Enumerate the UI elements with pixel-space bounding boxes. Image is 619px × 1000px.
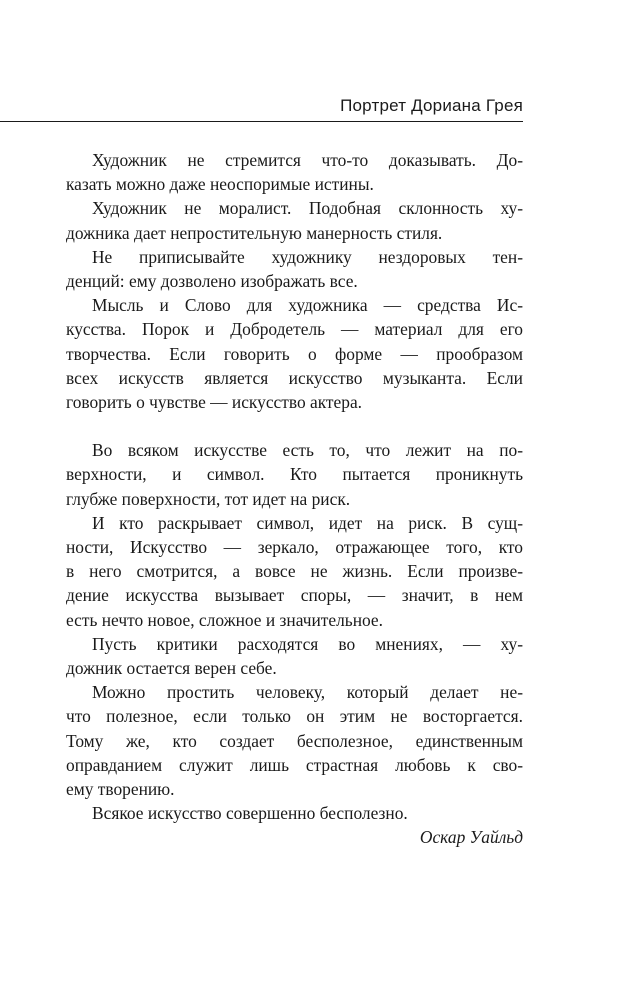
text-line: верхности, и символ. Кто пытается проникнуть (66, 464, 523, 485)
text-line: ности, Искусство — зеркало, отражающее того, кто (66, 537, 523, 557)
text-line: денций: ему дозволено изображать все. (66, 270, 358, 291)
text-line: Тому же, кто создает бесполезное, единственным (66, 730, 523, 751)
text-line: Художник не стремится что-то доказывать. До- (92, 150, 523, 170)
header-rule (0, 121, 523, 122)
text-line: что полезное, если только он этим не восторгается. (66, 706, 523, 727)
text-line: дожник остается верен себе. (66, 657, 277, 678)
text-line: Можно простить человеку, который делает не- (92, 682, 523, 703)
text-line: оправданием служит лишь страстная любовь к сво- (66, 754, 523, 775)
text-line: дение искусства вызывает споры, — значит, в нем (66, 585, 523, 606)
text-line: Всякое искусство совершенно бесполезно. (92, 803, 408, 824)
text-line: Художник не моралист. Подобная склонность ху- (92, 198, 523, 219)
text-line: говорить о чувстве — искусство актера. (66, 391, 363, 412)
text-line: Не приписывайте художнику нездоровых тен- (92, 246, 523, 267)
text-line: есть нечто новое, сложное и значительное. (66, 609, 383, 630)
text-line: творчества. Если говорить о форме — прообразом (66, 343, 523, 364)
preface-section-2 (66, 438, 523, 825)
preface-text (66, 148, 523, 849)
text-line: в него смотрится, а вовсе не жизнь. Если произве- (66, 561, 523, 582)
text-line: Пусть критики расходятся во мнениях, — ху- (92, 633, 523, 654)
text-line: ему творению. (66, 778, 175, 799)
running-head-title: Портрет Дориана Грея (340, 96, 523, 115)
text-line: всех искусств является искусство музыканта. Если (66, 367, 523, 388)
text-line: Мысль и Слово для художника — средства Ис- (92, 295, 523, 316)
text-line: Во всяком искусстве есть то, что лежит на по- (92, 440, 523, 461)
section-gap (66, 414, 523, 438)
text-line: дожника дает непростительную манерность стиля. (66, 222, 443, 243)
text-line: И кто раскрывает символ, идет на риск. В сущ- (92, 512, 523, 533)
author-signature: Оскар Уайльд (419, 827, 523, 848)
preface-section-1 (66, 148, 523, 414)
text-line: кусства. Порок и Добродетель — материал для его (66, 319, 523, 340)
text-line: глубже поверхности, тот идет на риск. (66, 488, 351, 509)
text-line: казать можно даже неоспоримые истины. (66, 174, 374, 195)
